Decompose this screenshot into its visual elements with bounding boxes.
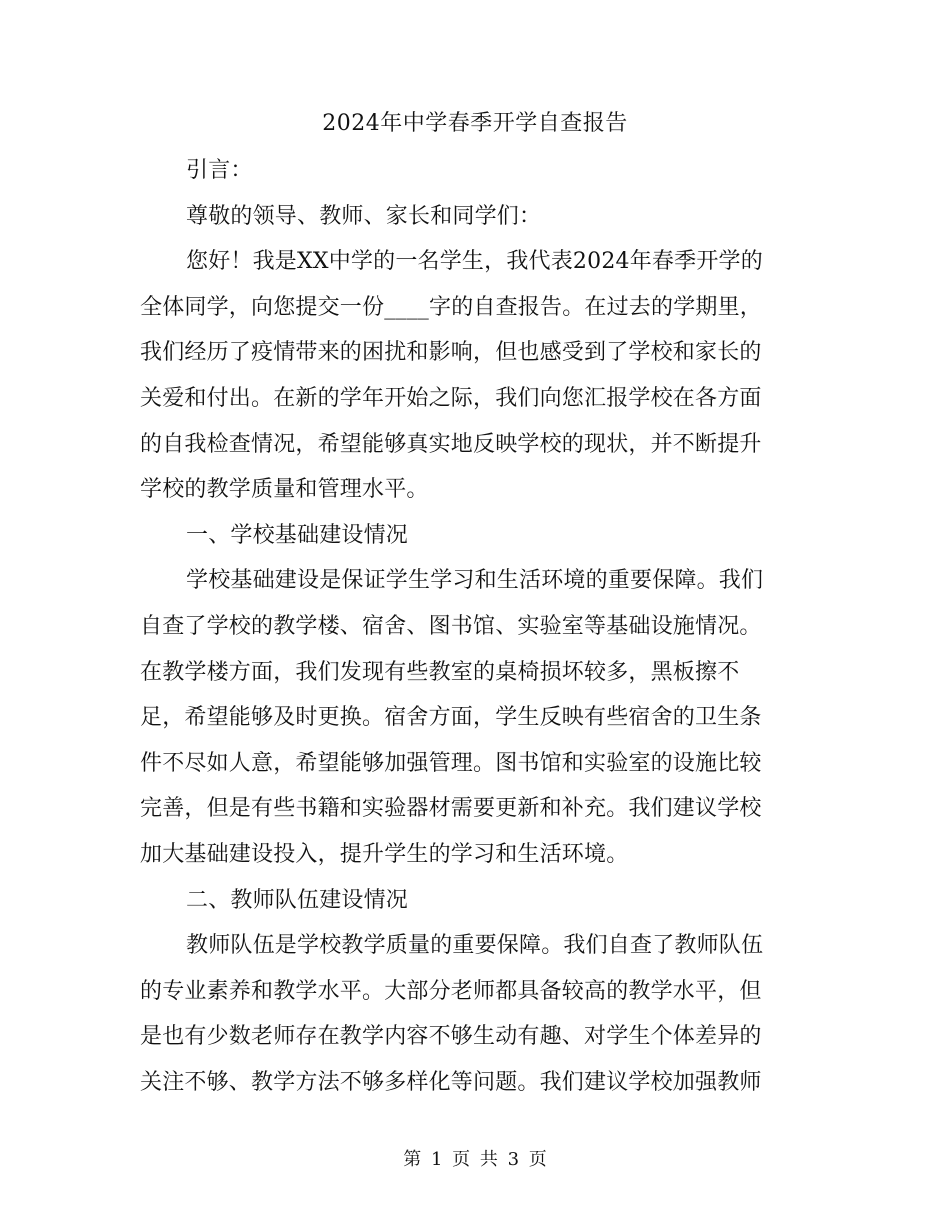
- text-line: 全体同学，向您提交一份____字的自查报告。在过去的学期里，: [140, 294, 763, 320]
- text-line: 的自我检查情况，希望能够真实地反映学校的现状，并不断提升: [140, 431, 762, 457]
- text-line: 在教学楼方面，我们发现有些教室的桌椅损坏较多，黑板擦不: [140, 659, 740, 685]
- text-line: 加大基础建设投入，提升学生的学习和生活环境。: [140, 841, 629, 867]
- text-line: 关爱和付出。在新的学年开始之际，我们向您汇报学校在各方面: [140, 385, 762, 411]
- page-footer: 第 1 页 共 3 页: [403, 1149, 547, 1170]
- text-line: 完善，但是有些书籍和实验器材需要更新和补充。我们建议学校: [140, 796, 762, 822]
- text-line: 您好！我是XX中学的一名学生，我代表2024年春季开学的: [186, 249, 763, 275]
- document-body: [140, 148, 820, 1105]
- text-line: 件不尽如人意，希望能够加强管理。图书馆和实验室的设施比较: [140, 750, 762, 776]
- document-title: 2024年中学春季开学自查报告: [322, 111, 628, 136]
- text-line: 我们经历了疫情带来的困扰和影响，但也感受到了学校和家长的: [140, 340, 762, 366]
- text-line: 学校基础建设是保证学生学习和生活环境的重要保障。我们: [186, 568, 764, 594]
- text-line: 二、教师队伍建设情况: [186, 887, 409, 913]
- text-line: 自查了学校的教学楼、宿舍、图书馆、实验室等基础设施情况。: [140, 613, 762, 639]
- text-line: 学校的教学质量和管理水平。: [140, 477, 429, 503]
- text-line: 教师队伍是学校教学质量的重要保障。我们自查了教师队伍: [186, 933, 764, 959]
- text-line: 的专业素养和教学水平。大部分老师都具备较高的教学水平，但: [140, 978, 762, 1004]
- text-line: 一、学校基础建设情况: [186, 522, 409, 548]
- text-line: 足，希望能够及时更换。宿舍方面，学生反映有些宿舍的卫生条: [140, 705, 762, 731]
- text-line: 引言：: [186, 158, 253, 183]
- text-line: 是也有少数老师存在教学内容不够生动有趣、对学生个体差异的: [140, 1024, 762, 1050]
- text-line: 尊敬的领导、教师、家长和同学们：: [186, 203, 542, 229]
- text-line: 关注不够、教学方法不够多样化等问题。我们建议学校加强教师: [140, 1069, 762, 1095]
